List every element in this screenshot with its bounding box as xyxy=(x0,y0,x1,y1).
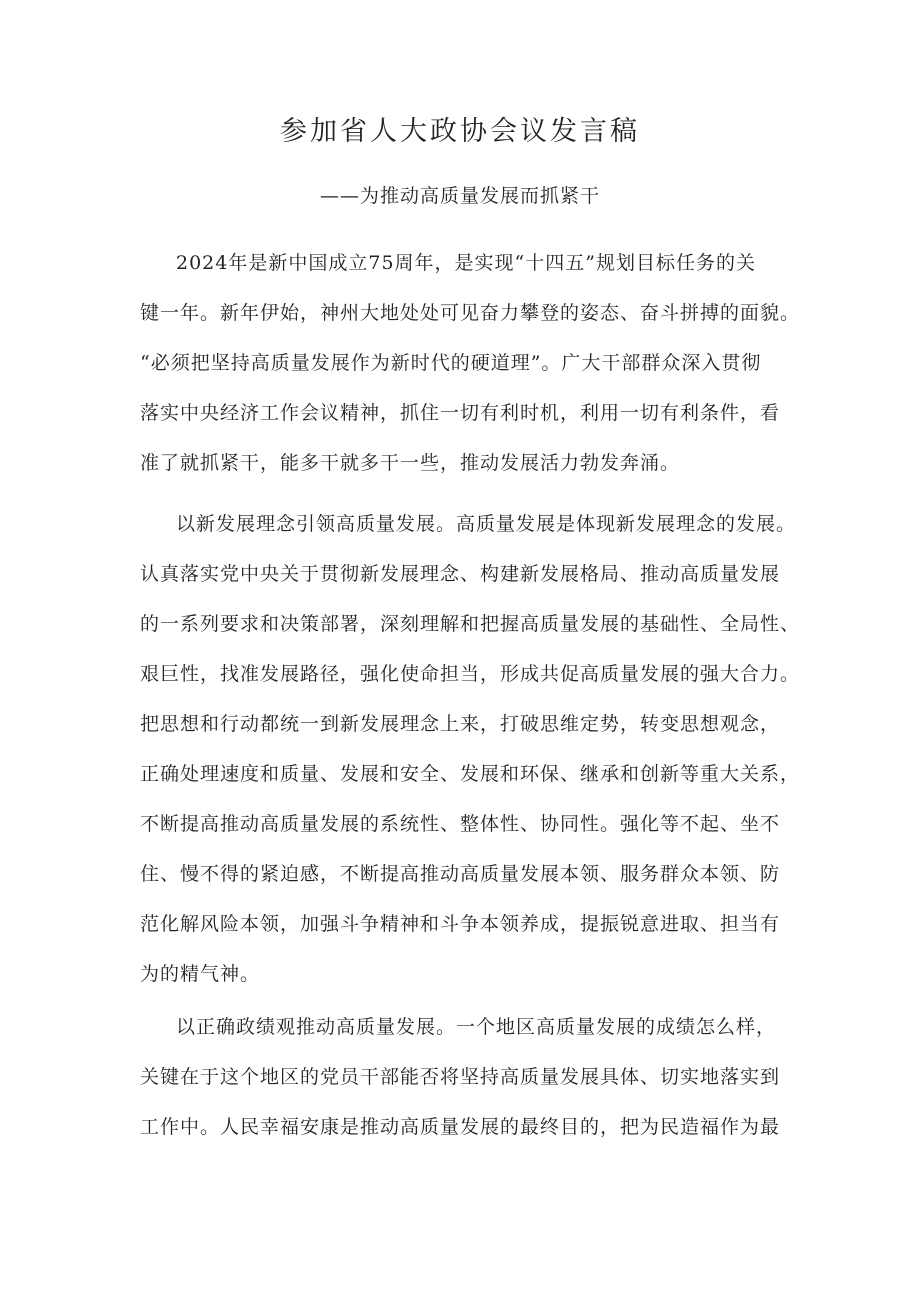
paragraph-line: 的一系列要求和决策部署，深刻理解和把握高质量发展的基础性、全局性、 xyxy=(140,613,801,635)
paragraph-line: “必须把坚持高质量发展作为新时代的硬道理”。广大干部群众深入贯彻 xyxy=(140,352,762,374)
paragraph-2 xyxy=(140,499,800,999)
paragraph-line: 键一年。新年伊始，神州大地处处可见奋力攀登的姿态、奋斗拼搏的面貌。 xyxy=(140,302,801,324)
paragraph-line: 范化解风险本领，加强斗争精神和斗争本领养成，提振锐意进取、担当有 xyxy=(140,913,781,935)
paragraph-line: 以新发展理念引领高质量发展。高质量发展是体现新发展理念的发展。 xyxy=(176,513,797,535)
paragraph-line: 住、慢不得的紧迫感，不断提高推动高质量发展本领、服务群众本领、防 xyxy=(140,863,781,885)
paragraph-1 xyxy=(140,238,800,488)
paragraph-line: 艰巨性，找准发展路径，强化使命担当，形成共促高质量发展的强大合力。 xyxy=(140,663,801,685)
document-subtitle: ——为推动高质量发展而抓紧干 xyxy=(319,185,600,207)
paragraph-line: 落实中央经济工作会议精神，抓住一切有利时机，利用一切有利条件，看 xyxy=(140,402,781,424)
paragraph-line: 工作中。人民幸福安康是推动高质量发展的最终目的，把为民造福作为最 xyxy=(140,1116,781,1138)
document-title: 参加省人大政协会议发言稿 xyxy=(280,116,640,147)
paragraph-line: 关键在于这个地区的党员干部能否将坚持高质量发展具体、切实地落实到 xyxy=(140,1066,781,1088)
paragraph-line: 以正确政绩观推动高质量发展。一个地区高质量发展的成绩怎么样， xyxy=(176,1016,777,1038)
paragraph-line: 正确处理速度和质量、发展和安全、发展和环保、继承和创新等重大关系， xyxy=(140,763,801,785)
paragraph-line: 认真落实党中央关于贯彻新发展理念、构建新发展格局、推动高质量发展 xyxy=(140,563,781,585)
paragraph-line: 准了就抓紧干，能多干就多干一些，推动发展活力勃发奔涌。 xyxy=(140,452,681,474)
paragraph-line: 把思想和行动都统一到新发展理念上来，打破思维定势，转变思想观念， xyxy=(140,713,781,735)
paragraph-line: 为的精气神。 xyxy=(140,963,261,985)
paragraph-line: 不断提高推动高质量发展的系统性、整体性、协同性。强化等不起、坐不 xyxy=(140,813,781,835)
paragraph-line: 2024年是新中国成立75周年，是实现“十四五”规划目标任务的关 xyxy=(176,252,756,274)
paragraph-3 xyxy=(140,1002,800,1152)
